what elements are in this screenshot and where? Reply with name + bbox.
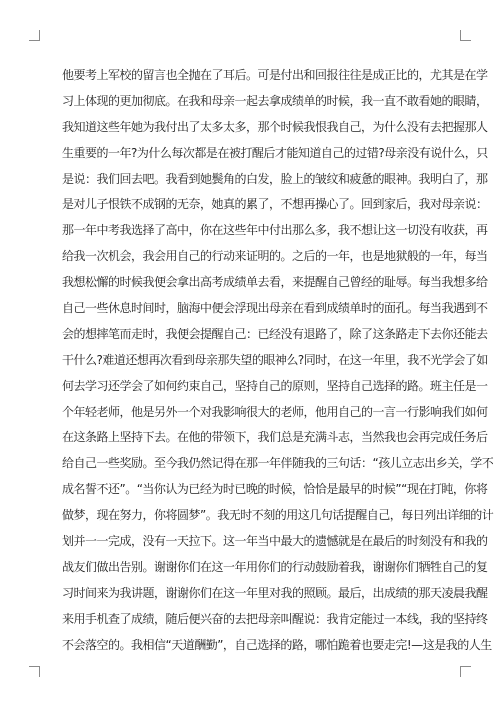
text-line: 何去学习还学会了如何约束自己，坚持自己的原则，坚持自己选择的路。班主任是一 <box>62 378 488 393</box>
crop-mark-bottom-left <box>29 666 40 677</box>
text-line: 习时间来为我讲题，谢谢你们在这一年里对我的照顾。最后，出成绩的那天凌晨我醒 <box>62 585 488 600</box>
text-line: 习上体现的更加彻底。在我和母亲一起去拿成绩单的时候，我一直不敢看她的眼睛， <box>62 93 488 108</box>
text-line: 在这条路上坚持下去。在他的带领下，我们总是充满斗志，当然我也会再完成任务后 <box>62 430 488 445</box>
text-line: 干什么?难道还想再次看到母亲那失望的眼神么?同时，在这一年里，我不光学会了如 <box>62 352 488 367</box>
text-line: 给我一次机会，我会用自己的行动来证明的。之后的一年，也是地狱般的一年，每当 <box>62 249 488 264</box>
text-line: 自己一些休息时间时，脑海中便会浮现出母亲在看到成绩单时的面孔。每当我遇到不 <box>62 301 488 316</box>
text-line: 成名誓不还”。“当你认为已经为时已晚的时候，恰恰是最早的时候”“现在打盹，你将 <box>62 482 488 497</box>
crop-mark-top-left <box>29 30 40 41</box>
text-line: 个年轻老师，他是另外一个对我影响很大的老师，他用自己的一言一行影响我们如何 <box>62 404 488 419</box>
text-line: 我想松懈的时候我便会拿出高考成绩单去看，来提醒自己曾经的耻辱。每当我想多给 <box>62 275 488 290</box>
text-line: 来用手机查了成绩，随后便兴奋的去把母亲叫醒说：我肯定能过一本线，我的坚持终 <box>62 611 488 626</box>
text-line: 给自己一些奖励。至今我仍然记得在那一年伴随我的三句话：“孩儿立志出乡关，学不 <box>62 456 494 471</box>
text-line: 那一年中考我选择了高中，你在这些年中付出那么多，我不想让这一切没有收获，再 <box>62 223 488 238</box>
text-line: 他要考上军校的留言也全抛在了耳后。可是付出和回报往往是成正比的，尤其是在学 <box>62 68 488 82</box>
text-line: 不会落空的。我相信“天道酬勤”，自己选择的路，哪怕跪着也要走完!—这是我的人生 <box>62 637 492 652</box>
crop-mark-top-right <box>460 30 471 41</box>
body-text <box>62 63 494 658</box>
text-line: 会的想摔笔而走时，我便会提醒自己：已经没有退路了，除了这条路走下去你还能去 <box>62 326 488 341</box>
text-line: 生重要的一年?为什么每次都是在被打醒后才能知道自己的过错?母亲没有说什么，只 <box>62 145 488 160</box>
text-line: 是说：我们回去吧。我看到她鬓角的白发，脸上的皱纹和疲惫的眼神。我明白了，那 <box>62 171 488 186</box>
text-line: 划并一一完成，没有一天拉下。这一年当中最大的遗憾就是在最后的时刻没有和我的 <box>62 534 488 549</box>
text-line: 做梦，现在努力，你将圆梦”。我无时不刻的用这几句话提醒自己，每日列出详细的计 <box>62 508 494 523</box>
text-line: 是对儿子恨铁不成钢的无奈，她真的累了，不想再操心了。回到家后，我对母亲说： <box>62 197 488 212</box>
crop-mark-bottom-right <box>460 666 471 677</box>
text-line: 我知道这些年她为我付出了太多太多，那个时候我恨我自己，为什么没有去把握那人 <box>62 119 488 134</box>
text-line: 战友们做出告别。谢谢你们在这一年用你们的行动鼓励着我，谢谢你们牺牲自己的复 <box>62 559 488 574</box>
